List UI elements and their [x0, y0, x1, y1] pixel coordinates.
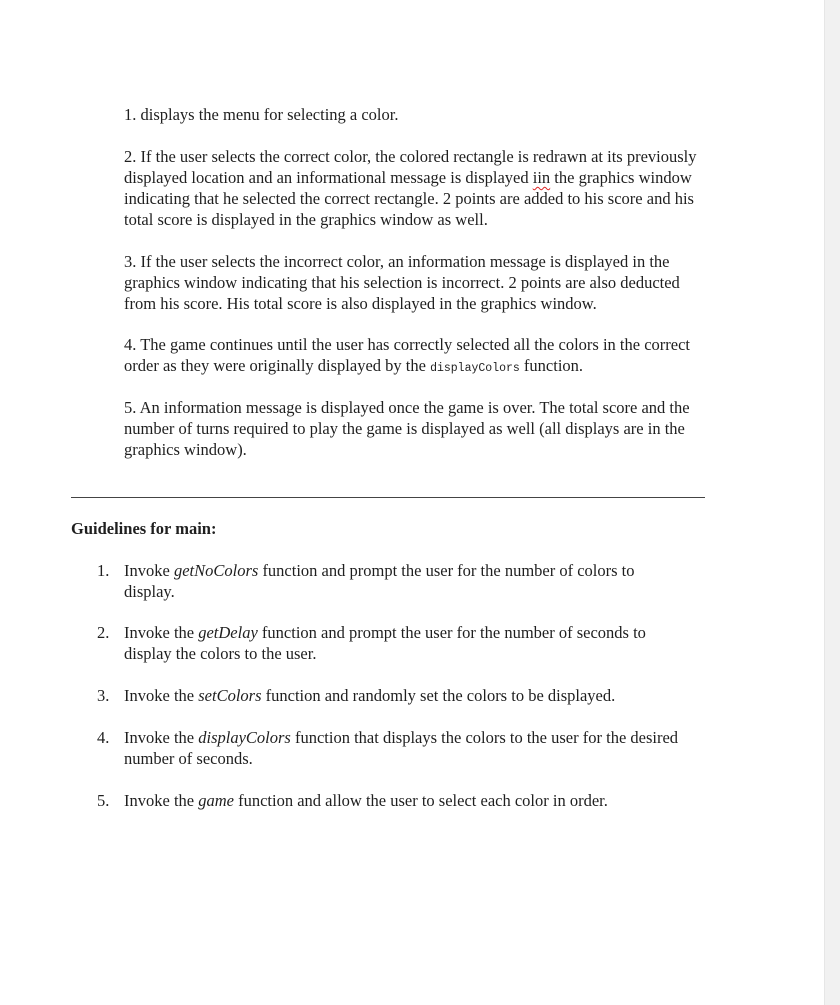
step-4-paragraph: [124, 334, 714, 379]
list-item-number: 4.: [97, 728, 110, 747]
step-1-text: 1. displays the menu for selecting a color.: [124, 105, 399, 124]
function-name: getDelay: [198, 623, 258, 642]
list-item-text-end: function and randomly set the colors to be displayed.: [261, 686, 616, 705]
list-item-text-start: Invoke: [124, 561, 174, 580]
vertical-scrollbar[interactable]: [824, 0, 840, 1005]
function-name: game: [198, 791, 234, 810]
list-item-text: [124, 727, 684, 769]
step-3-text: 3. If the user selects the incorrect color, an information message is displayed in the graphics window indicating that his selection is incorrect. 2 points are also deducted from his score. His total score is also displayed in the graphics window.: [124, 252, 680, 313]
step-2-text-start: 2. If the user selects the correct color, the colored rectangle is redrawn at its previously displayed location and an informational message is displayed: [124, 147, 697, 187]
step-4-text-end: function.: [519, 356, 584, 375]
function-name: setColors: [198, 686, 262, 705]
step-4-text-start: 4. The game continues until the user has correctly selected all the colors in the correct order as they were originally displayed by the: [124, 335, 690, 375]
list-item-text-end: function and prompt the user for the number of seconds to display the colors to the user.: [124, 623, 646, 663]
list-item-text-end: function and prompt the user for the number of colors to display.: [124, 561, 635, 601]
function-name: displayColors: [198, 728, 291, 747]
step-2-text-end: the graphics window indicating that he selected the correct rectangle. 2 points are added to his score and his total score is displayed in the graphics window as well.: [124, 168, 694, 229]
list-item-number: 1.: [97, 561, 110, 580]
list-item-text: [124, 790, 684, 811]
list-item-text-end: function and allow the user to select each color in order.: [233, 791, 608, 810]
list-item-text-start: Invoke the: [124, 791, 199, 810]
main-guidelines-heading: Guidelines for main:: [71, 519, 217, 538]
list-item-number: 2.: [97, 623, 110, 642]
function-name: getNoColors: [173, 561, 259, 580]
list-item-number: 5.: [97, 791, 110, 810]
step-5-paragraph: [124, 397, 714, 460]
list-item-text-end: function that displays the colors to the user for the desired number of seconds.: [124, 728, 679, 768]
display-colors-code: displayColors: [430, 362, 520, 375]
list-item-text-start: Invoke the: [124, 686, 199, 705]
list-item-text-start: Invoke the: [124, 728, 199, 747]
list-item-number: 3.: [97, 686, 110, 705]
list-item-text-start: Invoke the: [124, 623, 199, 642]
step-5-text: 5. An information message is displayed once the game is over. The total score and the number of turns required to play the game is displayed as well (all displays are in the graphics window).: [124, 398, 690, 459]
horizontal-divider: [71, 497, 705, 498]
list-item-text: [124, 560, 684, 602]
step-3-paragraph: [124, 251, 714, 314]
step-2-paragraph: [124, 146, 714, 230]
list-item-text: [124, 622, 684, 664]
step-1-paragraph: [124, 104, 714, 125]
spelling-error-word[interactable]: iin: [532, 168, 551, 187]
list-item-text: [124, 685, 684, 706]
